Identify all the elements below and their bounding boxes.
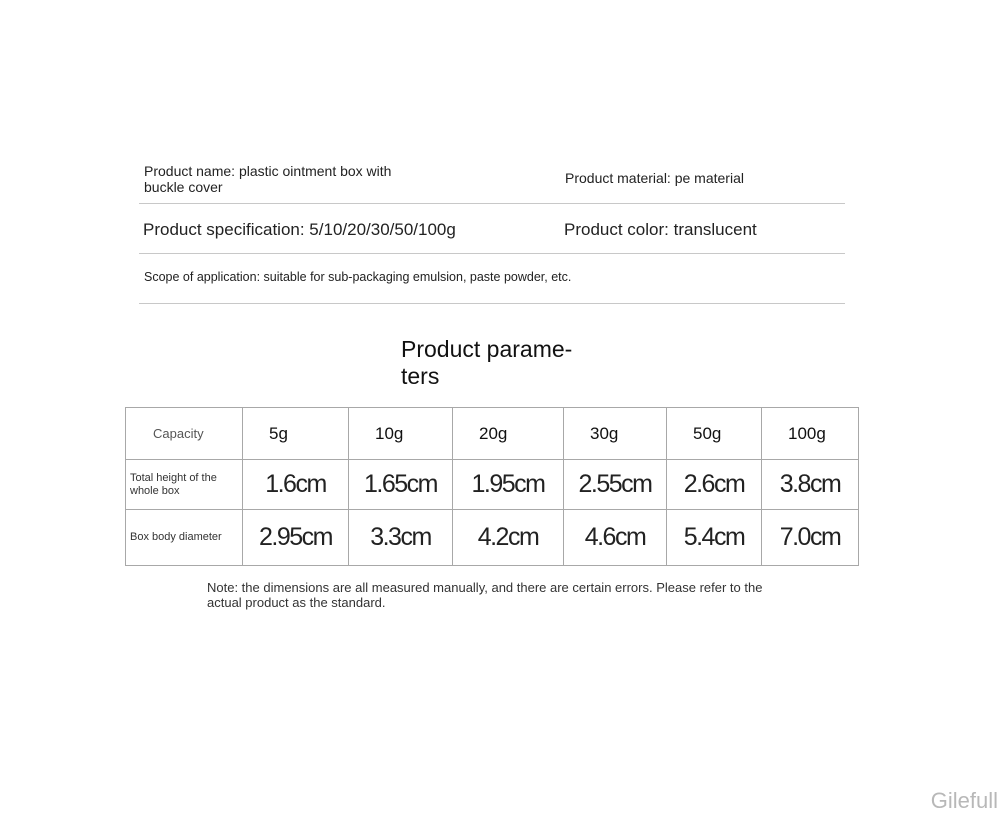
diameter-cell: 2.95cm: [243, 510, 349, 566]
capacity-cell: 10g: [349, 408, 453, 460]
info-row-scope: [139, 254, 845, 304]
body-diameter-label: Box body diameter: [126, 510, 243, 566]
height-cell: 1.95cm: [453, 460, 564, 510]
table-row-total-height: [126, 460, 859, 510]
params-title: Product parame-ters: [401, 336, 573, 389]
diameter-cell: 4.6cm: [564, 510, 667, 566]
height-cell: 2.55cm: [564, 460, 667, 510]
total-height-label: Total height of the whole box: [126, 460, 243, 510]
diameter-cell: 5.4cm: [667, 510, 762, 566]
diameter-cell: 4.2cm: [453, 510, 564, 566]
height-cell: 1.6cm: [243, 460, 349, 510]
watermark: Gilefull: [930, 788, 998, 813]
info-row-spec-color: [139, 204, 845, 254]
capacity-cell: 100g: [762, 408, 859, 460]
capacity-cell: 20g: [453, 408, 564, 460]
height-cell: 2.6cm: [667, 460, 762, 510]
capacity-cell: 30g: [564, 408, 667, 460]
table-row-body-diameter: [126, 510, 859, 566]
measurement-note: Note: the dimensions are all measured manually, and there are certain errors. Please refer to the actual product as the standard.: [207, 580, 763, 610]
diameter-cell: 7.0cm: [762, 510, 859, 566]
height-cell: 3.8cm: [762, 460, 859, 510]
scope-of-application: Scope of application: suitable for sub-packaging emulsion, paste powder, etc.: [144, 270, 572, 284]
info-row-name-material: [139, 152, 845, 204]
product-specification: Product specification: 5/10/20/30/50/100g: [143, 220, 456, 239]
product-color: Product color: translucent: [564, 220, 757, 239]
params-table: [125, 407, 859, 566]
capacity-cell: 50g: [667, 408, 762, 460]
diameter-cell: 3.3cm: [349, 510, 453, 566]
capacity-label: Capacity: [126, 408, 243, 460]
capacity-cell: 5g: [243, 408, 349, 460]
table-row-capacity: [126, 408, 859, 460]
height-cell: 1.65cm: [349, 460, 453, 510]
product-name: Product name: plastic ointment box with buckle cover: [144, 163, 392, 195]
product-info-section: [139, 152, 845, 304]
product-material: Product material: pe material: [565, 170, 744, 186]
